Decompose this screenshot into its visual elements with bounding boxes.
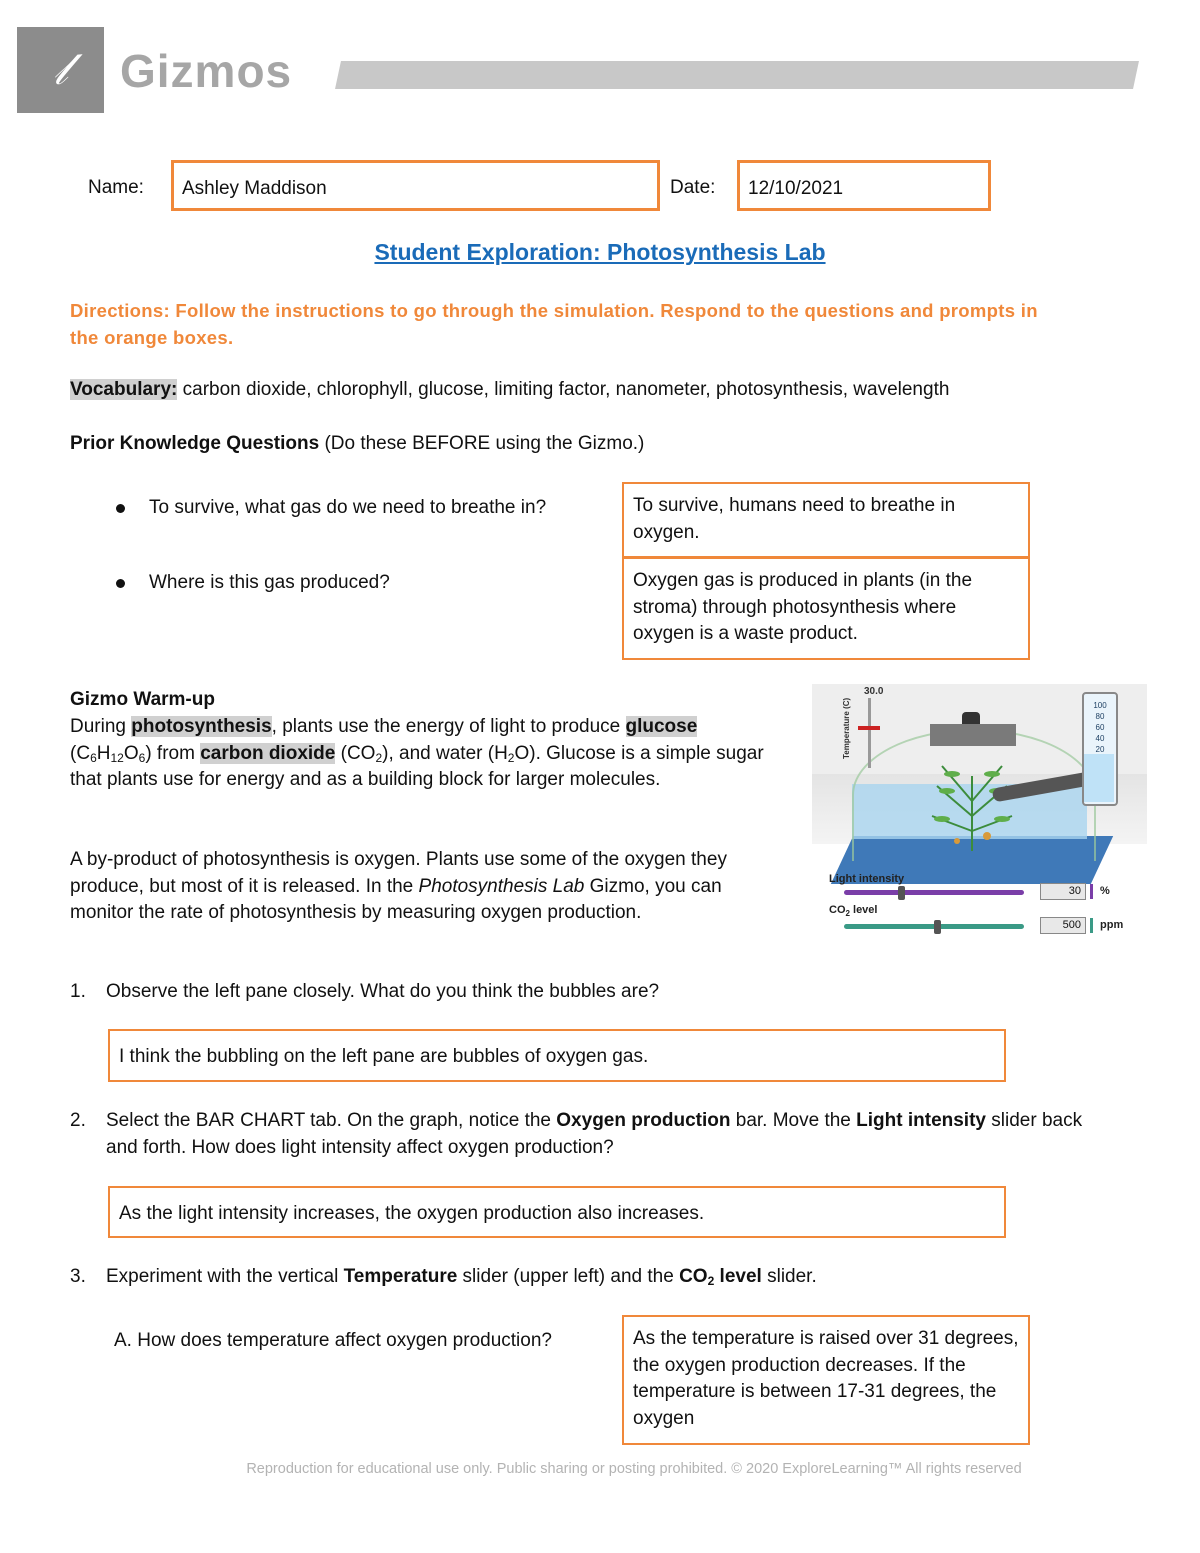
directions: Directions: Follow the instructions to go through the simulation. Respond to the questions and prompts in the orange boxes. bbox=[70, 300, 1038, 348]
date-field[interactable] bbox=[737, 160, 991, 211]
question-3a-answer-box[interactable] bbox=[622, 1315, 1030, 1445]
question-3a-answer: As the temperature is raised over 31 degrees, the oxygen production decreases. If the temperature is between 17-31 degrees, the oxygen bbox=[633, 1328, 1019, 1429]
text: level bbox=[849, 904, 878, 916]
vocabulary-terms: carbon dioxide, chlorophyll, glucose, limiting factor, nanometer, photosynthesis, wavelength bbox=[182, 379, 950, 400]
subscript: 6 bbox=[90, 750, 97, 765]
question-1-answer-box[interactable] bbox=[108, 1029, 1006, 1082]
text: Select the BAR CHART tab. On the graph, notice the bbox=[106, 1110, 557, 1131]
page-title: Student Exploration: Photosynthesis Lab bbox=[374, 239, 826, 265]
question-3a-text: A. How does temperature affect oxygen production? bbox=[114, 1330, 552, 1351]
text: A by-product of photosynthesis is oxygen. Plants use some of the oxygen they produce, but most of it is released. In the bbox=[70, 849, 727, 897]
name-field[interactable] bbox=[171, 160, 660, 211]
temperature-label: Temperature (C) bbox=[842, 697, 851, 759]
co2-level-label bbox=[829, 904, 877, 916]
question-3-number: 3. bbox=[70, 1266, 86, 1287]
term-photosynthesis: photosynthesis bbox=[131, 716, 272, 737]
subscript: 6 bbox=[138, 750, 146, 765]
text: , plants use the energy of light to produce bbox=[271, 716, 626, 737]
temperature-value: 30.0 bbox=[864, 686, 884, 697]
term-carbon-dioxide: carbon dioxide bbox=[200, 742, 336, 764]
question-2-text bbox=[106, 1108, 1116, 1161]
tick-label: 40 bbox=[1095, 734, 1105, 743]
prior-a1-box[interactable] bbox=[622, 482, 1030, 558]
text: (CO bbox=[335, 742, 376, 764]
text: bar. Move the bbox=[730, 1110, 857, 1131]
date-label: Date: bbox=[670, 177, 716, 198]
subscript: 2 bbox=[845, 909, 850, 918]
light-intensity-value: 30 bbox=[1040, 883, 1086, 900]
cylinder-scale bbox=[1086, 700, 1114, 755]
prior-q2: Where is this gas produced? bbox=[149, 572, 390, 593]
tick-label: 80 bbox=[1095, 712, 1105, 721]
light-intensity-handle bbox=[898, 886, 905, 900]
subscript: 2 bbox=[375, 750, 383, 765]
gizmo-screenshot bbox=[812, 684, 1147, 944]
subscript: 2 bbox=[507, 750, 515, 765]
tick-label: 100 bbox=[1093, 701, 1107, 710]
question-1-text: Observe the left pane closely. What do you think the bubbles are? bbox=[106, 981, 660, 1002]
prior-note: (Do these BEFORE using the Gizmo.) bbox=[324, 433, 645, 454]
vocabulary bbox=[70, 377, 1130, 404]
text: H bbox=[96, 742, 111, 764]
prior-q1: To survive, what gas do we need to breathe in? bbox=[149, 497, 547, 518]
text: CO bbox=[829, 904, 846, 916]
vocabulary-label: Vocabulary: bbox=[70, 379, 178, 400]
date-value: 12/10/2021 bbox=[748, 178, 844, 199]
cylinder-water bbox=[1084, 754, 1114, 802]
text: slider back and forth. How does light intensity affect oxygen production? bbox=[106, 1110, 1083, 1158]
warmup-paragraph-1 bbox=[70, 714, 792, 794]
bold-text: Temperature bbox=[343, 1266, 458, 1287]
logo-glyph: 𝓁 bbox=[53, 44, 68, 95]
footer-copyright: Reproduction for educational use only. Public sharing or posting prohibited. © 2020 ExploreLearning™ All rights reserved bbox=[246, 1461, 1022, 1477]
prior-a1: To survive, humans need to breathe in oxygen. bbox=[633, 495, 956, 543]
brand-name: Gizmos bbox=[120, 45, 293, 97]
prior-knowledge-heading bbox=[70, 431, 1070, 458]
light-intensity-unit: % bbox=[1100, 885, 1110, 897]
subscript: 2 bbox=[707, 1274, 715, 1288]
text: slider. bbox=[761, 1266, 817, 1287]
plant-icon bbox=[927, 756, 1017, 851]
question-1-answer: I think the bubbling on the left pane are bubbles of oxygen gas. bbox=[119, 1046, 649, 1067]
light-intensity-label: Light intensity bbox=[829, 873, 905, 885]
warmup-paragraph-2 bbox=[70, 847, 785, 927]
co2-color-marker bbox=[1090, 918, 1093, 933]
temperature-slider-handle bbox=[858, 726, 880, 730]
name-value: Ashley Maddison bbox=[182, 178, 327, 199]
co2-level-handle bbox=[934, 920, 941, 934]
bullet-icon bbox=[116, 579, 125, 588]
bold-text: level bbox=[714, 1266, 762, 1287]
light-color-marker bbox=[1090, 884, 1093, 899]
text: ), and water (H bbox=[382, 742, 508, 764]
co2-level-value: 500 bbox=[1040, 917, 1086, 934]
light-intensity-slider bbox=[844, 890, 1024, 895]
text: Experiment with the vertical bbox=[106, 1266, 344, 1287]
header-bar bbox=[335, 61, 1139, 89]
explorelearning-logo bbox=[17, 27, 104, 113]
bold-text: Oxygen production bbox=[556, 1110, 731, 1131]
text: (C bbox=[70, 742, 91, 764]
tick-label: 20 bbox=[1095, 745, 1105, 754]
prior-a2-box[interactable] bbox=[622, 557, 1030, 660]
question-3-text bbox=[106, 1264, 1116, 1291]
text: O bbox=[123, 742, 139, 764]
bullet-icon bbox=[116, 504, 125, 513]
subscript: 12 bbox=[110, 750, 124, 765]
bold-text: Light intensity bbox=[856, 1110, 986, 1131]
text: O). Glucose is a simple sugar that plants use for energy and as a building block for larger molecules. bbox=[70, 742, 764, 790]
temperature-slider-track bbox=[868, 698, 871, 768]
question-2-answer: As the light intensity increases, the oxygen production also increases. bbox=[119, 1203, 705, 1224]
bold-text: CO bbox=[679, 1266, 708, 1287]
text: Gizmo, you can monitor the rate of photosynthesis by measuring oxygen production. bbox=[70, 875, 722, 923]
question-2-answer-box[interactable] bbox=[108, 1186, 1006, 1238]
prior-a2: Oxygen gas is produced in plants (in the stroma) through photosynthesis where oxygen is a waste product. bbox=[633, 570, 973, 644]
tick-label: 60 bbox=[1095, 723, 1105, 732]
question-2-number: 2. bbox=[70, 1110, 86, 1131]
text: ) from bbox=[145, 742, 201, 764]
text: slider (upper left) and the bbox=[457, 1266, 680, 1287]
co2-level-unit: ppm bbox=[1100, 919, 1124, 931]
warmup-heading: Gizmo Warm-up bbox=[70, 689, 215, 710]
term-glucose: glucose bbox=[625, 716, 698, 737]
text: During bbox=[70, 716, 132, 737]
question-1-number: 1. bbox=[70, 981, 86, 1002]
lamp-icon bbox=[930, 724, 1016, 746]
italic-text: Photosynthesis Lab bbox=[418, 875, 585, 897]
name-label: Name: bbox=[88, 177, 144, 198]
prior-heading: Prior Knowledge Questions bbox=[70, 433, 320, 454]
